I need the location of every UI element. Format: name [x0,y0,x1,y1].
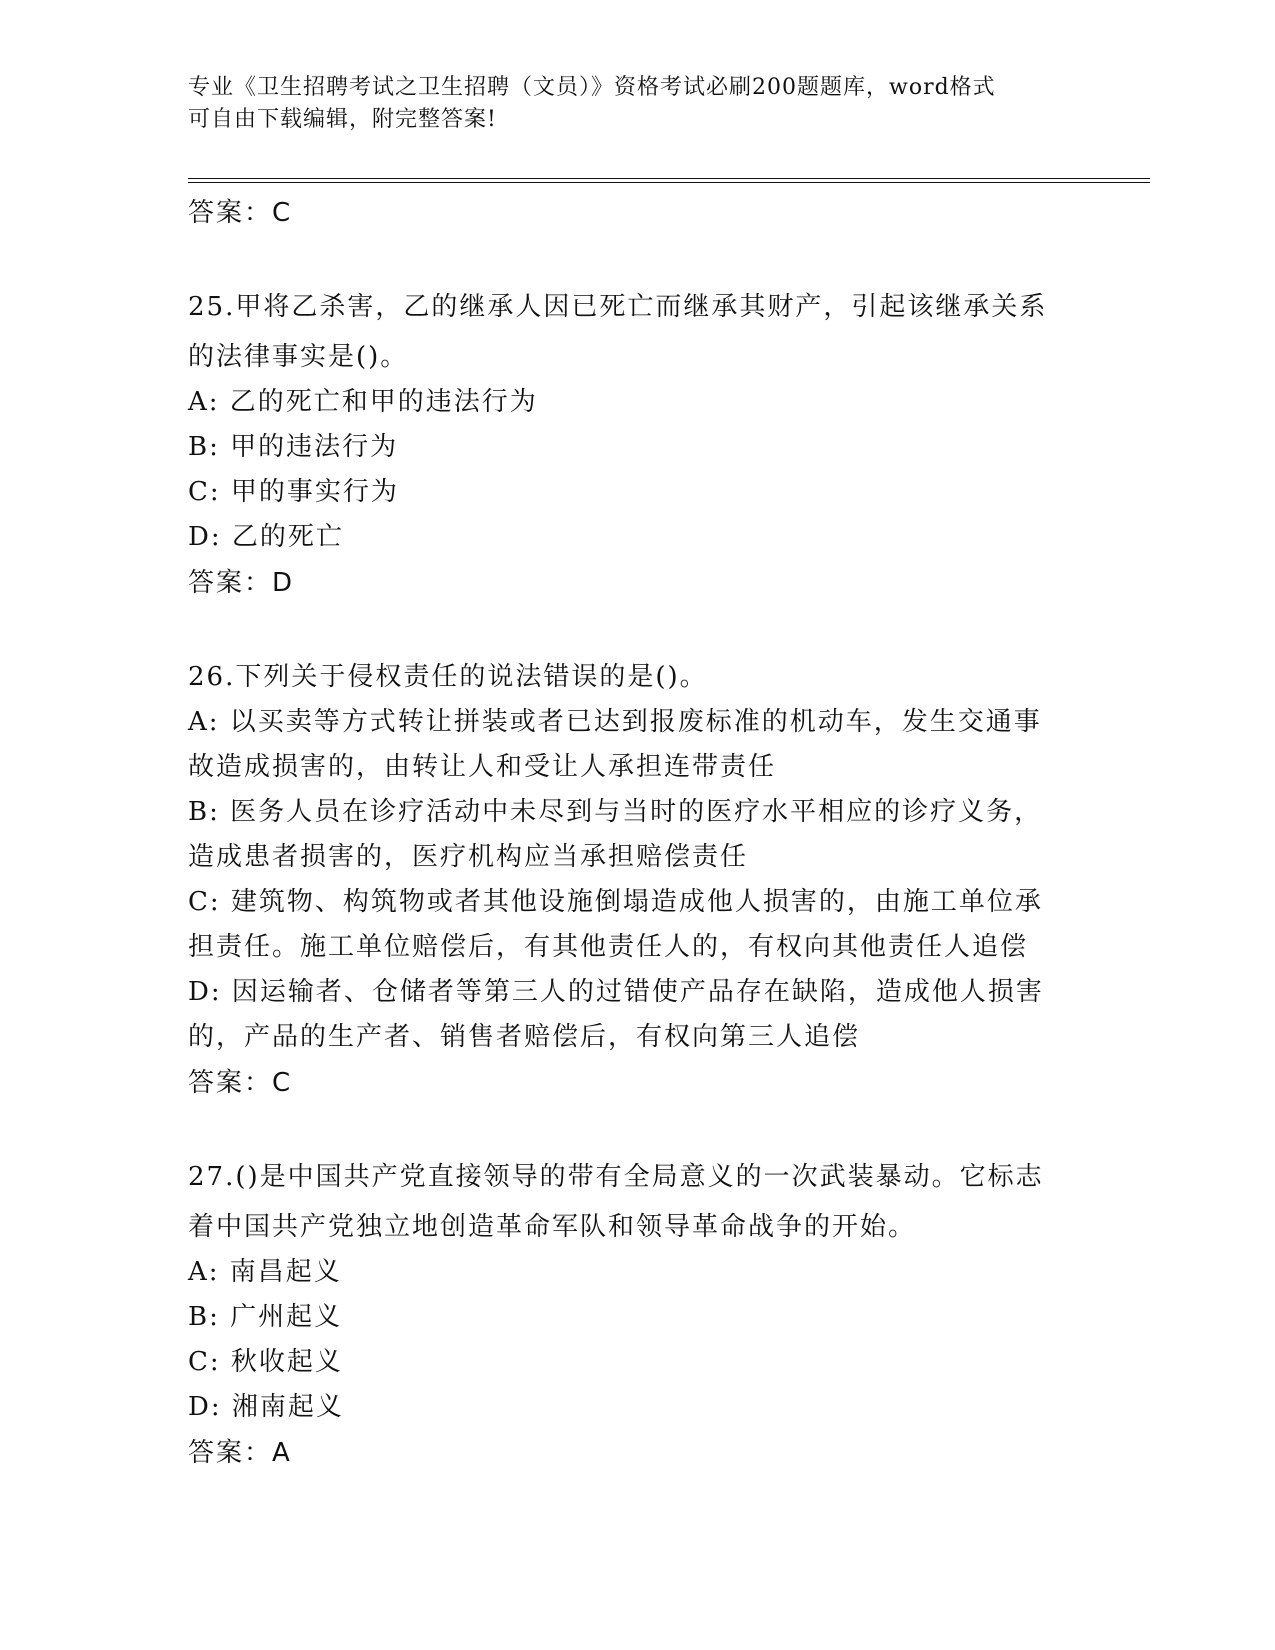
question-27-option-a: A: 南昌起义 [188,1257,342,1287]
question-26-option-a-line-1: A: 以买卖等方式转让拼装或者已达到报废标准的机动车，发生交通事 [188,707,1042,737]
question-26-option-c-line-1: C: 建筑物、构筑物或者其他设施倒塌造成他人损害的，由施工单位承 [188,887,1043,917]
question-26 [188,654,1088,1106]
header-line-2: 可自由下载编辑，附完整答案! [188,107,497,132]
question-26-option-c-line-2: 担责任。施工单位赔偿后，有其他责任人的，有权向其他责任人追偿 [188,932,1029,962]
question-25-option-c: C: 甲的事实行为 [188,477,399,507]
question-26-answer: 答案：C [188,1068,293,1098]
question-26-option-a-line-2: 故造成损害的，由转让人和受让人承担连带责任 [188,752,777,782]
header-rule-bottom [188,182,1150,183]
question-25-option-a: A: 乙的死亡和甲的违法行为 [188,387,538,417]
question-27-answer: 答案：A [188,1438,292,1468]
question-25-stem-line-2: 的法律事实是()。 [188,342,409,372]
question-25-option-d: D: 乙的死亡 [188,522,344,552]
question-26-option-d-line-2: 的，产品的生产者、销售者赔偿后，有权向第三人追偿 [188,1022,861,1052]
question-26-option-b-line-2: 造成患者损害的，医疗机构应当承担赔偿责任 [188,842,749,872]
question-27-stem-line-1: 27.()是中国共产党直接领导的带有全局意义的一次武装暴动。它标志 [188,1162,1044,1192]
question-26-option-b-line-1: B: 医务人员在诊疗活动中未尽到与当时的医疗水平相应的诊疗义务， [188,797,1043,827]
question-27-option-c: C: 秋收起义 [188,1347,343,1377]
question-27 [188,1154,1088,1476]
question-27-option-b: B: 广州起义 [188,1302,343,1332]
question-25-answer: 答案：D [188,568,295,598]
document-header [188,72,1068,136]
question-27-stem-line-2: 着中国共产党独立地创造革命军队和领导革命战争的开始。 [188,1212,917,1242]
question-26-option-d-line-1: D: 因运输者、仓储者等第三人的过错使产品存在缺陷，造成他人损害 [188,977,1044,1007]
question-25-option-b: B: 甲的违法行为 [188,432,399,462]
question-25-stem-line-1: 25.甲将乙杀害，乙的继承人因已死亡而继承其财产，引起该继承关系 [188,292,1048,322]
header-rule-top [188,178,1150,179]
answer-previous: 答案：C [188,198,293,228]
header-line-1: 专业《卫生招聘考试之卫生招聘（文员）》资格考试必刷200题题库，word格式 [188,75,996,100]
question-25 [188,284,1088,606]
question-26-stem: 26.下列关于侵权责任的说法错误的是()。 [188,662,708,692]
question-27-option-d: D: 湘南起义 [188,1392,344,1422]
question-list [188,190,1088,1476]
